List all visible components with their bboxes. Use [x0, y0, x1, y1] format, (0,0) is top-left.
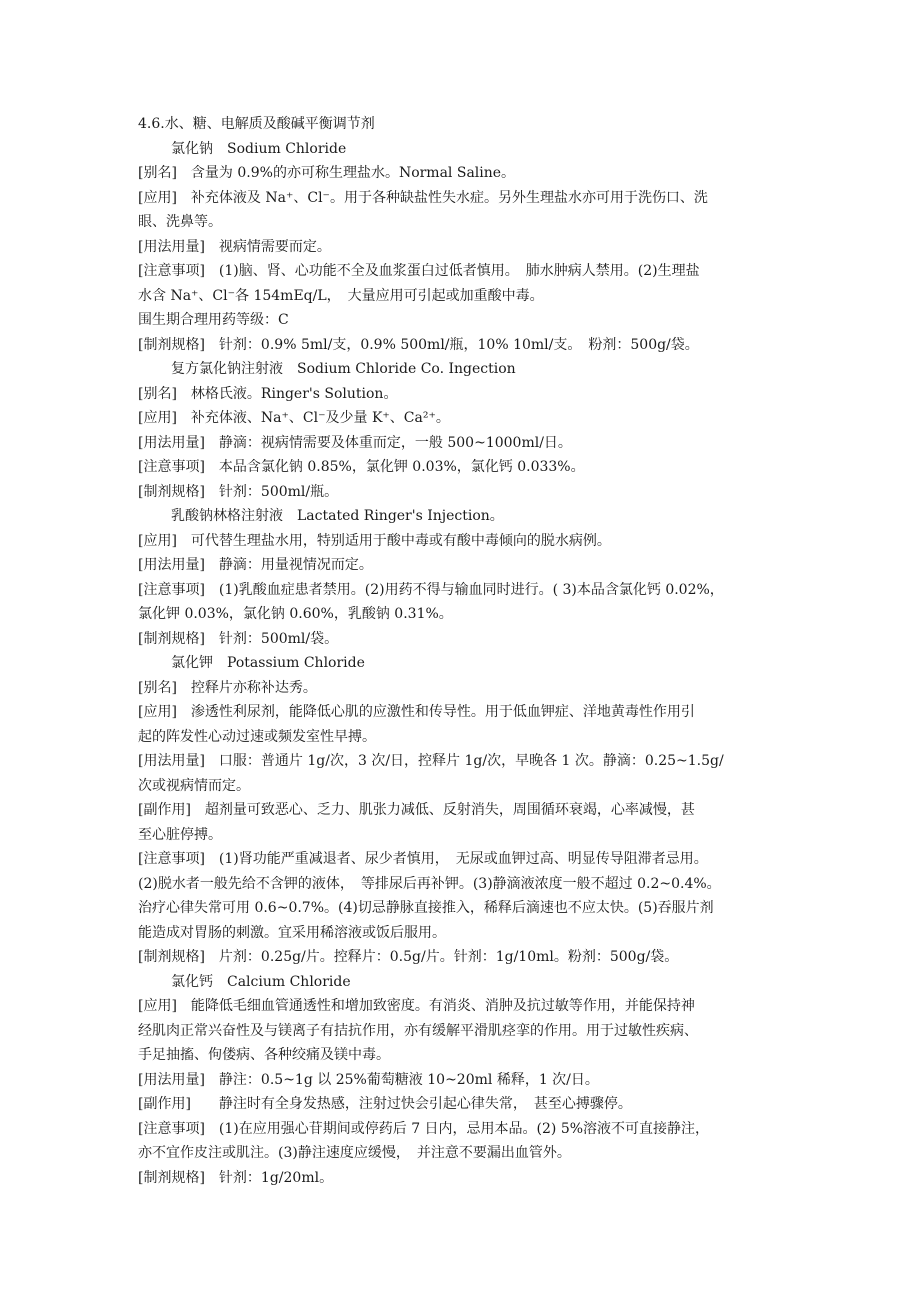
text-line: [用法用量] 静注：0.5~1g 以 25%葡萄糖液 10~20ml 稀释，1 次/日。 [138, 1071, 599, 1088]
text-line: [制剂规格] 针剂：0.9% 5ml/支，0.9% 500ml/瓶，10% 10ml/支。 粉剂：500g/袋。 [138, 336, 699, 353]
text-line: [应用] 补充体液及 Na⁺、Cl⁻。用于各种缺盐性失水症。另外生理盐水亦可用于洗伤口、洗 [138, 189, 708, 206]
text-line: [别名] 控释片亦称补达秀。 [138, 679, 317, 696]
text-line: [注意事项] 本品含氯化钠 0.85%，氯化钾 0.03%，氯化钙 0.033%。 [138, 459, 585, 475]
text-line: [应用] 能降低毛细血管通透性和增加致密度。有消炎、消肿及抗过敏等作用，并能保持神 [138, 998, 695, 1014]
text-line: 水含 Na⁺、Cl⁻各 154mEq/L， 大量应用可引起或加重酸中毒。 [138, 287, 544, 304]
text-line: 眼、洗鼻等。 [138, 214, 222, 230]
text-line: [应用] 可代替生理盐水用，特别适用于酸中毒或有酸中毒倾向的脱水病例。 [138, 532, 611, 549]
text-line: [用法用量] 静滴：用量视情况而定。 [138, 557, 373, 573]
document-page [138, 112, 788, 1190]
section-heading: 4.6.水、糖、电解质及酸碱平衡调节剂 [138, 116, 375, 132]
drug-title-compound-sodium-chloride: 复方氯化钠注射液 Sodium Chloride Co. Ingection [171, 361, 516, 377]
text-line: 至心脏停搏。 [138, 826, 222, 843]
text-line: [别名] 含量为 0.9%的亦可称生理盐水。Normal Saline。 [138, 165, 516, 181]
text-line: 围生期合理用药等级：C [138, 312, 289, 328]
text-line: [制剂规格] 针剂：500ml/袋。 [138, 630, 339, 647]
drug-title-calcium-chloride: 氯化钙 Calcium Chloride [171, 973, 351, 990]
text-line: [副作用] 静注时有全身发热感，注射过快会引起心律失常， 甚至心搏骤停。 [138, 1096, 632, 1112]
text-line: [制剂规格] 针剂：500ml/瓶。 [138, 483, 339, 500]
text-line: 起的阵发性心动过速或频发室性早搏。 [138, 728, 376, 745]
text-line: 治疗心律失常可用 0.6~0.7%。(4)切忌静脉直接推入，稀释后滴速也不应太快。(5)吞服片剂 [138, 900, 714, 916]
text-line: [应用] 补充体液、Na⁺、Cl⁻及少量 K⁺、Ca²⁺。 [138, 410, 450, 426]
text-line: 经肌肉正常兴奋性及与镁离子有拮抗作用，亦有缓解平滑肌痉挛的作用。用于过敏性疾病、 [138, 1022, 698, 1039]
drug-title-sodium-chloride: 氯化钠 Sodium Chloride [171, 140, 347, 157]
text-line: 能造成对胃肠的刺激。宜采用稀溶液或饭后服用。 [138, 924, 446, 941]
text-line: [注意事项] (1)脑、肾、心功能不全及血浆蛋白过低者慎用。 肺水肿病人禁用。(2)生理盐 [138, 263, 700, 279]
drug-title-potassium-chloride: 氯化钾 Potassium Chloride [171, 655, 365, 671]
text-line: [应用] 渗透性利尿剂，能降低心肌的应激性和传导性。用于低血钾症、洋地黄毒性作用引 [138, 704, 695, 720]
text-line: 手足抽搐、佝偻病、各种绞痛及镁中毒。 [138, 1047, 390, 1063]
text-line: 亦不宜作皮注或肌注。(3)静注速度应缓慢， 并注意不要漏出血管外。 [138, 1145, 571, 1161]
text-line: [注意事项] (1)在应用强心苷期间或停药后 7 日内，忌用本品。(2) 5%溶液不可直接静注， [138, 1120, 710, 1137]
text-line: [注意事项] (1)肾功能严重减退者、尿少者慎用， 无尿或血钾过高、明显传导阻滞者忌用。 [138, 851, 708, 867]
text-line: 次或视病情而定。 [138, 777, 250, 794]
text-line: [用法用量] 视病情需要而定。 [138, 238, 331, 255]
text-line: [用法用量] 静滴：视病情需要及体重而定，一般 500~1000ml/日。 [138, 434, 572, 451]
text-line: 氯化钾 0.03%，氯化钠 0.60%，乳酸钠 0.31%。 [138, 606, 453, 622]
text-line: [注意事项] (1)乳酸血症患者禁用。(2)用药不得与输血同时进行。( 3)本品含氯化钙 0.02%， [138, 581, 724, 598]
drug-title-lactated-ringer: 乳酸钠林格注射液 Lactated Ringer's Injection。 [171, 508, 504, 524]
text-line: [别名] 林格氏液。Ringer's Solution。 [138, 385, 398, 402]
text-line: [制剂规格] 针剂：1g/20ml。 [138, 1169, 334, 1186]
text-line: [副作用] 超剂量可致恶心、乏力、肌张力减低、反射消失，周围循环衰竭，心率减慢，甚 [138, 802, 695, 818]
text-line: [制剂规格] 片剂：0.25g/片。控释片：0.5g/片。针剂：1g/10ml。粉剂：500g/袋。 [138, 949, 679, 965]
text-line: (2)脱水者一般先给不含钾的液体， 等排尿后再补钾。(3)静滴液浓度一般不超过 0.2~0.4%。 [138, 875, 721, 892]
text-line: [用法用量] 口服：普通片 1g/次，3 次/日，控释片 1g/次，早晚各 1 次。静滴：0.25~1.5g/ [138, 753, 724, 769]
